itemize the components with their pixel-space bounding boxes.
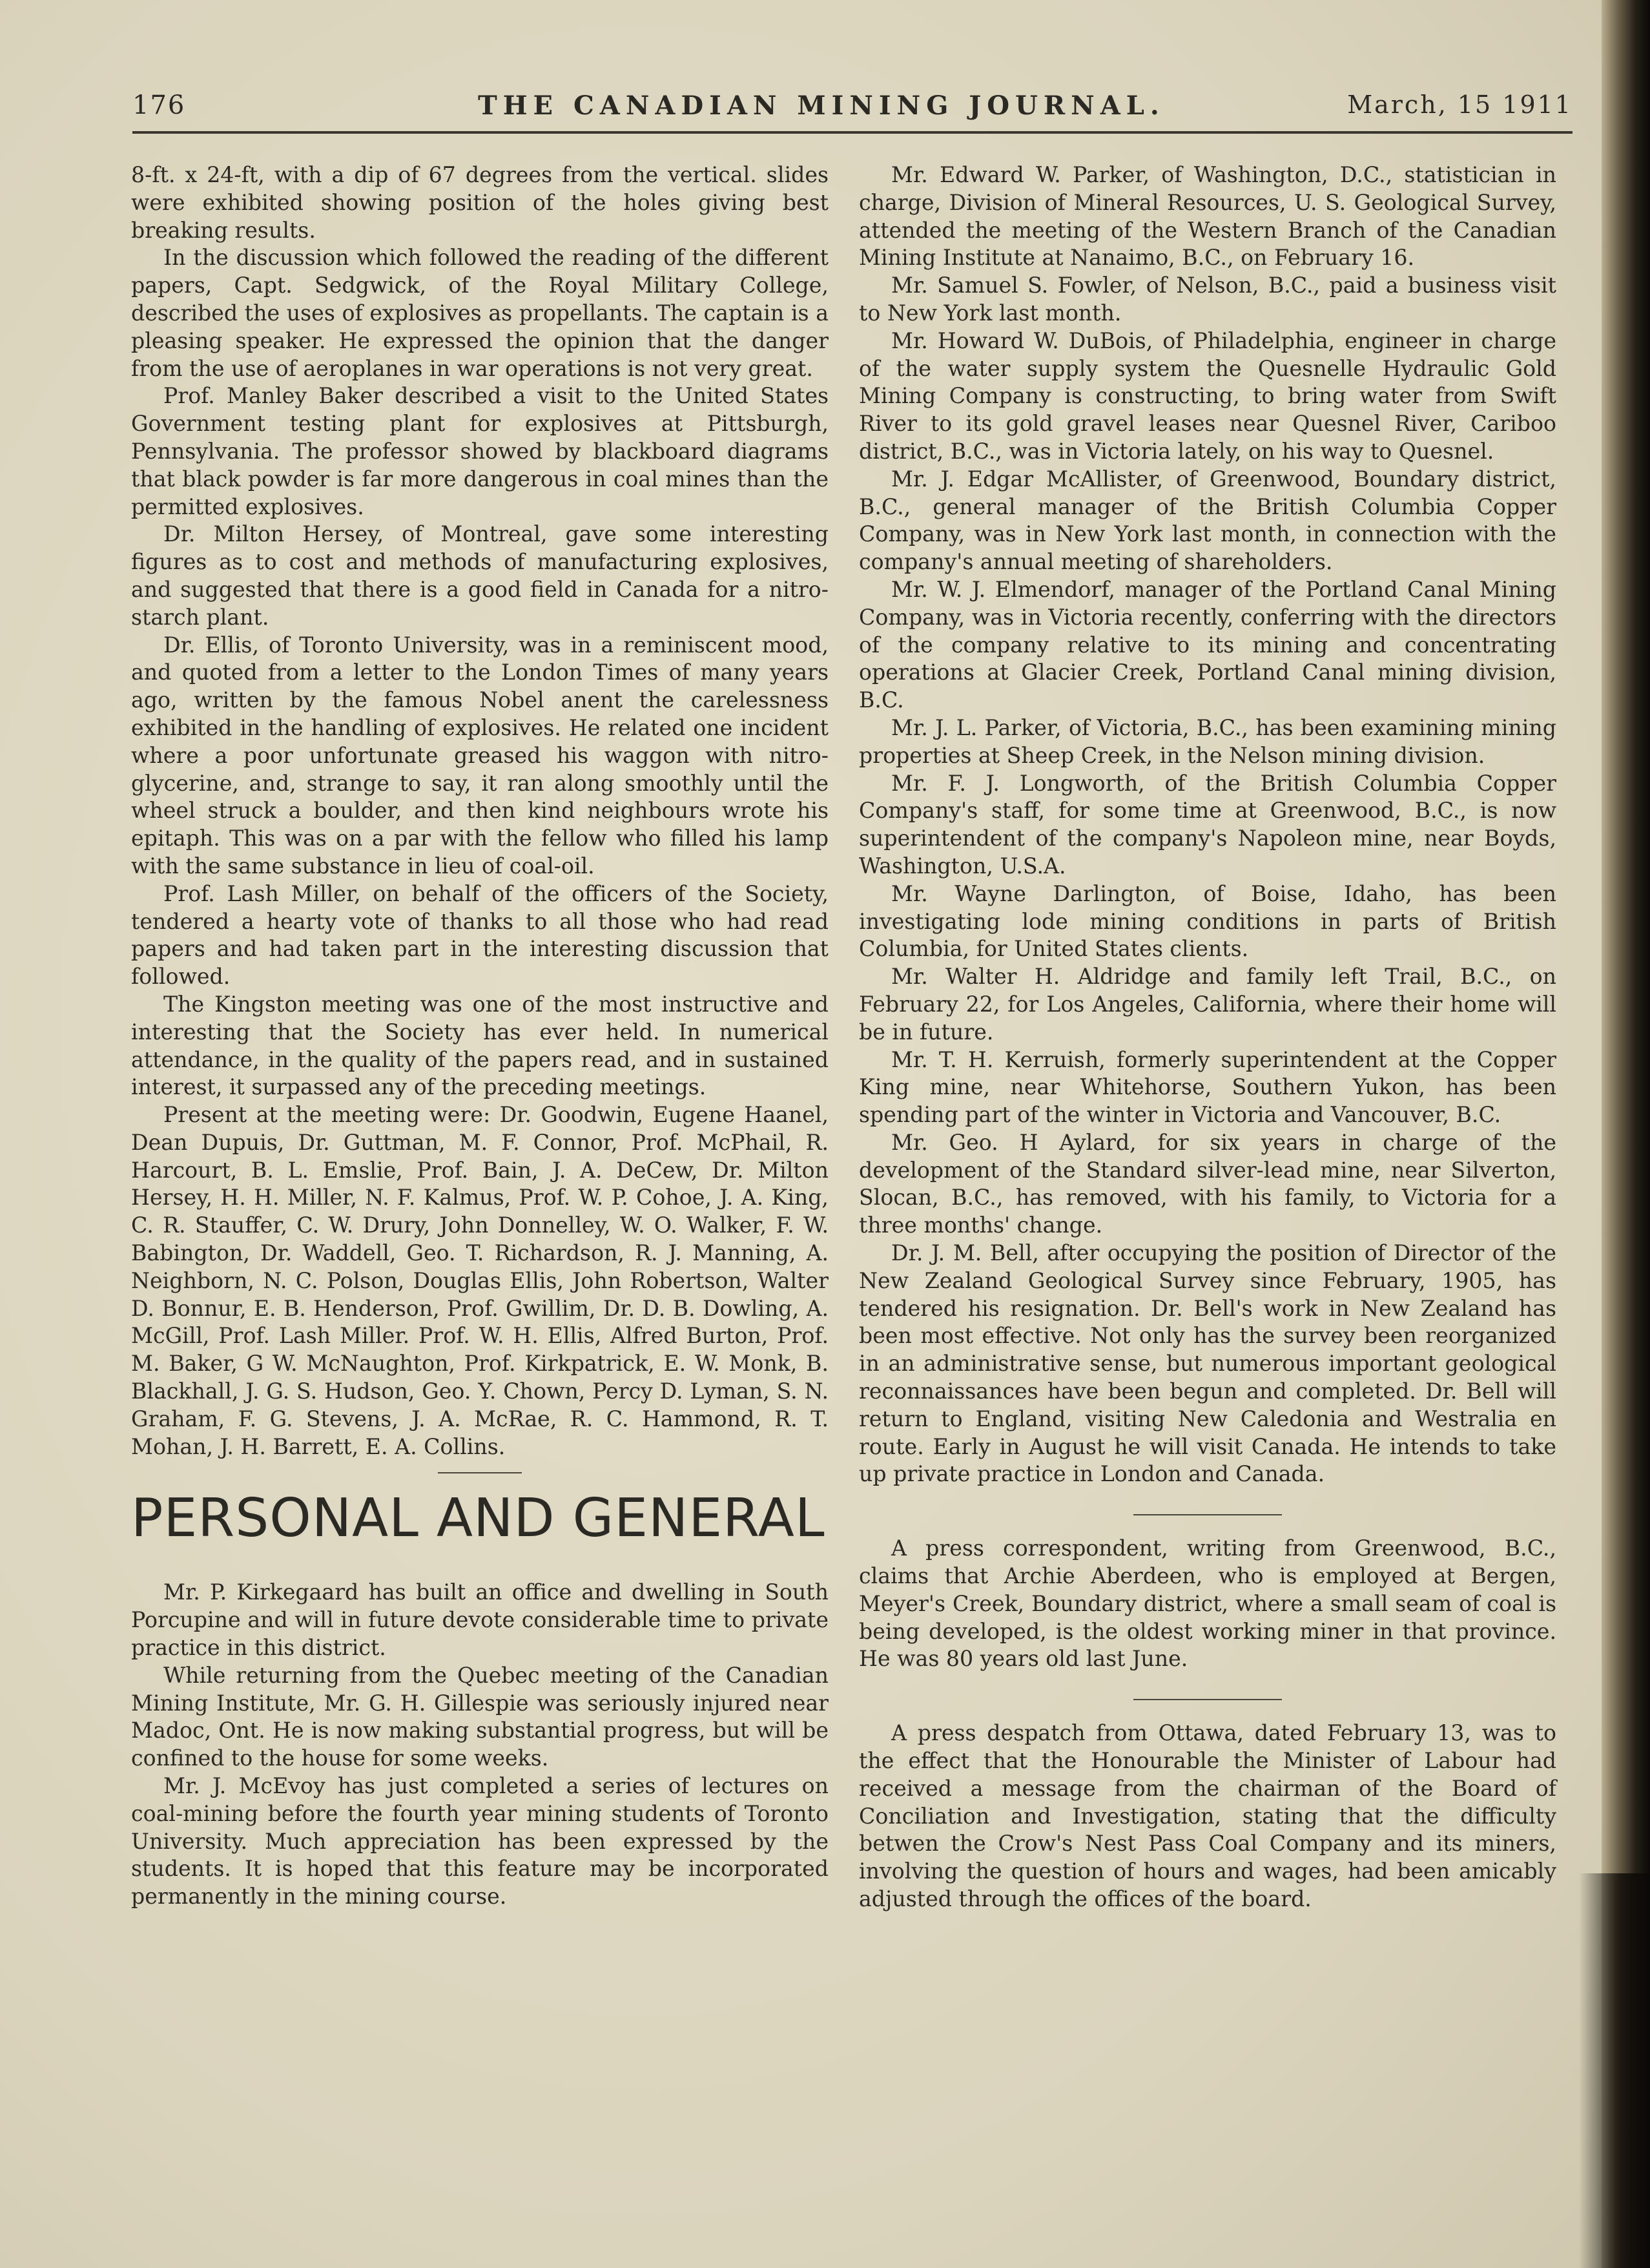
paragraph: Dr. J. M. Bell, after occupying the position of Director of the New Zealand Geological Survey since February, 1905, has tendered his resignation. Dr. Bell's work in New Zealand has been most effective. Not only has the survey been reorganized in an administrative sense, but numerous important geological reconnaissances have been begun and completed. Dr. Bell will return to England, visiting New Caledonia and Westralia en route. Early in August he will visit Canada. He intends to take up private practice in London and Canada. — [859, 1240, 1556, 1487]
paragraph: Mr. Howard W. DuBois, of Philadelphia, engineer in charge of the water supply system the Quesnelle Hydraulic Gold Mining Company is constructing, to bring water from Swift River to its gold gravel leases near Quesnel River, Cariboo district, B.C., was in Victoria lately, on his way to Quesnel. — [859, 328, 1556, 464]
paragraph: Mr. F. J. Longworth, of the British Columbia Copper Company's staff, for some time at Greenwood, B.C., is now superintendent of the company's Napoleon mine, near Boyds, Washington, U.S.A. — [859, 770, 1556, 879]
issue-date: March, 15 1911 — [1347, 90, 1573, 119]
right-column — [859, 161, 1556, 1913]
paragraph: Mr. J. McEvoy has just completed a series of lectures on coal-mining before the fourth year mining students of Toronto University. Much appreciation has been expressed by the students. It is hoped that this feature may be incorporated permanently in the mining course. — [131, 1773, 829, 1909]
page-number: 176 — [132, 90, 186, 120]
paragraph: Mr. Wayne Darlington, of Boise, Idaho, has been investigating lode mining conditions in parts of British Columbia, for United States clients. — [859, 880, 1556, 962]
running-header — [132, 84, 1573, 129]
item-divider — [1133, 1699, 1282, 1700]
paragraph: Dr. Ellis, of Toronto University, was in a reminiscent mood, and quoted from a letter to the London Times of many years ago, written by the famous Nobel anent the carelessness exhibited in the handling of explosives. He related one incident where a poor unfortunate greased his waggon with nitro-glycerine, and, strange to say, it ran along smoothly until the wheel struck a boulder, and then kind neighbours wrote his epitaph. This was on a par with the fellow who filled his lamp with the same substance in lieu of coal-oil. — [131, 632, 829, 879]
journal-title: THE CANADIAN MINING JOURNAL. — [478, 90, 1165, 121]
paragraph: A press correspondent, writing from Greenwood, B.C., claims that Archie Aberdeen, who is employed at Bergen, Meyer's Creek, Boundary district, where a small seam of coal is being developed, is the oldest working miner in that province. He was 80 years old last June. — [859, 1535, 1556, 1672]
paragraph: Mr. Geo. H Aylard, for six years in charge of the development of the Standard silver-lead mine, near Silverton, Slocan, B.C., has removed, with his family, to Victoria for a three months' change. — [859, 1129, 1556, 1238]
paragraph: Mr. T. H. Kerruish, formerly superintendent at the Copper King mine, near Whitehorse, Southern Yukon, has been spending part of the winter in Victoria and Vancouver, B.C. — [859, 1046, 1556, 1128]
paragraph: A press despatch from Ottawa, dated February 13, was to the effect that the Honourable the Minister of Labour had received a message from the chairman of the Board of Conciliation and Investigation, stating that the difficulty betwen the Crow's Nest Pass Coal Company and its miners, involving the question of hours and wages, had been amicably adjusted through the offices of the board. — [859, 1720, 1556, 1912]
paragraph: In the discussion which followed the reading of the different papers, Capt. Sedgwick, of the Royal Military College, described the uses of explosives as propellants. The captain is a pleasing speaker. He expressed the opinion that the danger from the use of aeroplanes in war operations is not very great. — [131, 245, 829, 381]
paragraph: Mr. Edward W. Parker, of Washington, D.C., statistician in charge, Division of Mineral Resources, U. S. Geological Survey, attended the meeting of the Western Branch of the Canadian Mining Institute at Nanaimo, B.C., on February 16. — [859, 162, 1556, 271]
paragraph: The Kingston meeting was one of the most instructive and interesting that the Society has ever held. In numerical attendance, in the quality of the papers read, and in sustained interest, it surpassed any of the preceding meetings. — [131, 991, 829, 1100]
paragraph: Prof. Lash Miller, on behalf of the officers of the Society, tendered a hearty vote of thanks to all those who had read papers and had taken part in the interesting discussion that followed. — [131, 880, 829, 990]
paragraph: While returning from the Quebec meeting of the Canadian Mining Institute, Mr. G. H. Gillespie was seriously injured near Madoc, Ont. He is now making substantial progress, but will be confined to the house for some weeks. — [131, 1662, 829, 1771]
paragraph: Mr. W. J. Elmendorf, manager of the Portland Canal Mining Company, was in Victoria recently, conferring with the directors of the company relative to its mining and concentrating operations at Glacier Creek, Portland Canal mining division, B.C. — [859, 576, 1556, 713]
binding-shadow — [1579, 1873, 1650, 2268]
paragraph: Mr. Walter H. Aldridge and family left Trail, B.C., on February 22, for Los Angeles, California, where their home will be in future. — [859, 964, 1556, 1045]
paragraph: Prof. Manley Baker described a visit to the United States Government testing plant for explosives at Pittsburgh, Pennsylvania. The professor showed by blackboard diagrams that black powder is far more dangerous in coal mines than the permitted explosives. — [131, 383, 829, 519]
paragraph: 8-ft. x 24-ft, with a dip of 67 degrees from the vertical. slides were exhibited showing position of the holes giving best breaking results. — [131, 162, 829, 243]
paragraph: Mr. P. Kirkegaard has built an office and dwelling in South Porcupine and will in future devote considerable time to private practice in this district. — [131, 1579, 829, 1661]
paragraph: Dr. Milton Hersey, of Montreal, gave some interesting figures as to cost and methods of manufacturing explosives, and suggested that there is a good field in Canada for a nitro-starch plant. — [131, 521, 829, 630]
left-column — [131, 161, 829, 1911]
header-rule — [132, 131, 1573, 134]
paragraph: Present at the meeting were: Dr. Goodwin, Eugene Haanel, Dean Dupuis, Dr. Guttman, M. F. Connor, Prof. McPhail, R. Harcourt, B. L. Emslie, Prof. Bain, J. A. DeCew, Dr. Milton Hersey, H. H. Miller, N. F. Kalmus, Prof. W. P. Cohoe, J. A. King, C. R. Stauffer, C. W. Drury, John Donnelley, W. O. Walker, F. W. Babington, Dr. Waddell, Geo. T. Richardson, R. J. Manning, A. Neighborn, N. C. Polson, Douglas Ellis, John Robertson, Walter D. Bonnur, E. B. Henderson, Prof. Gwillim, Dr. D. B. Dowling, A. McGill, Prof. Lash Miller. Prof. W. H. Ellis, Alfred Burton, Prof. M. Baker, G W. McNaughton, Prof. Kirkpatrick, E. W. Monk, B. Blackhall, J. G. S. Hudson, Geo. Y. Chown, Percy D. Lyman, S. N. Graham, F. G. Stevens, J. A. McRae, R. C. Hammond, R. T. Mohan, J. H. Barrett, E. A. Collins. — [131, 1102, 829, 1459]
paragraph: Mr. Samuel S. Fowler, of Nelson, B.C., paid a business visit to New York last month. — [859, 273, 1556, 326]
item-divider — [1133, 1514, 1282, 1515]
section-divider — [438, 1472, 522, 1473]
paragraph: Mr. J. Edgar McAllister, of Greenwood, Boundary district, B.C., general manager of the British Columbia Copper Company, was in New York last month, in connection with the company's annual meeting of shareholders. — [859, 466, 1556, 575]
paragraph: Mr. J. L. Parker, of Victoria, B.C., has been examining mining properties at Sheep Creek, in the Nelson mining division. — [859, 714, 1556, 768]
section-heading: PERSONAL AND GENERAL — [131, 1488, 825, 1550]
